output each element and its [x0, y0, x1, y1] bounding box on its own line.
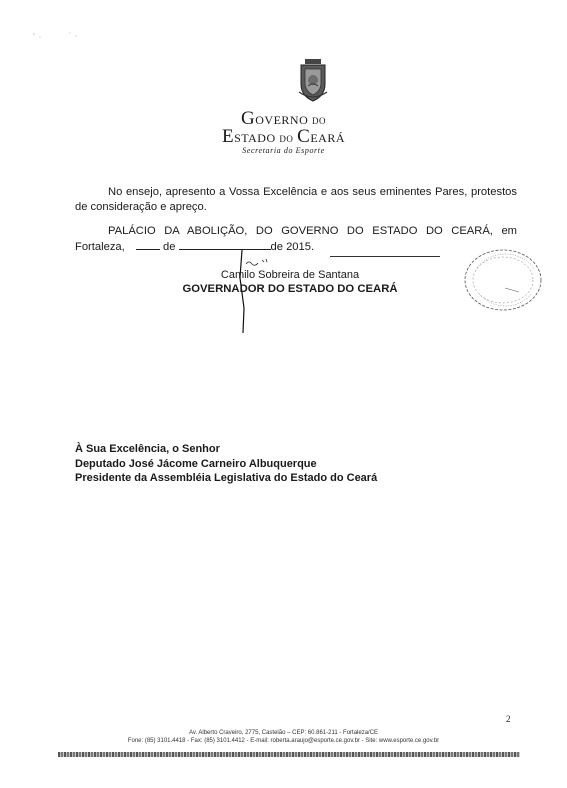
signer-name: Camilo Sobreira de Santana [220, 269, 360, 281]
letterhead-line1-rest: overno [255, 109, 309, 128]
letterhead-line2-rest2: eará [310, 127, 345, 146]
addressee-salutation: À Sua Excelência, o Senhor [75, 443, 220, 455]
signature-line [330, 256, 440, 257]
letterhead-line2 [0, 126, 567, 148]
footer-address: Av. Alberto Craveiro, 2775, Castelão – CEP: 60.861-211 - Fortaleza/CE [188, 730, 379, 736]
addressee-title: Presidente da Assembléia Legislativa do Estado do Ceará [75, 472, 378, 484]
dateline-paragraph [75, 224, 517, 255]
letterhead-line2-do: do [275, 130, 298, 145]
dateline-place: Fortaleza, [75, 241, 125, 253]
signer-title: GOVERNADOR DO ESTADO DO CEARÁ [182, 283, 398, 295]
protocol-stamp-icon [457, 246, 547, 316]
letterhead-line1-initial: G [241, 108, 256, 129]
ceara-coat-of-arms-icon [296, 58, 330, 102]
page-number: 2 [506, 714, 511, 724]
closing-paragraph: No ensejo, apresento a Vossa Excelência e aos seus eminentes Pares, protestos de consideração e apreço. [75, 186, 517, 213]
dateline-year: de 2015. [270, 241, 315, 253]
letterhead-line2-rest: stado [234, 127, 276, 146]
dateline-de: de [162, 241, 176, 253]
letterhead-line2-initial: E [221, 126, 235, 147]
addressee-name: Deputado José Jácome Carneiro Albuquerque [75, 458, 317, 470]
letterhead-secretaria: Secretaria do Esporte [242, 146, 325, 155]
dateline-first-line: PALÁCIO DA ABOLIÇÃO, DO GOVERNO DO ESTADO DO CEARÁ, em [108, 225, 517, 237]
letterhead-line2-initial2: C [297, 126, 311, 147]
letterhead-line1-do: do [308, 112, 326, 127]
scan-specks [30, 28, 80, 42]
footer-contacts: Fone: (85) 3101.4418 - Fax: (85) 3101.4412 - E-mail: roberta.araujo@esporte.ce.gov.br - Site: www.esporte.ce.gov.br [127, 738, 440, 744]
day-blank-line [136, 239, 160, 250]
footer-decorative-bar [58, 752, 520, 757]
dateline-second-line [75, 239, 517, 255]
